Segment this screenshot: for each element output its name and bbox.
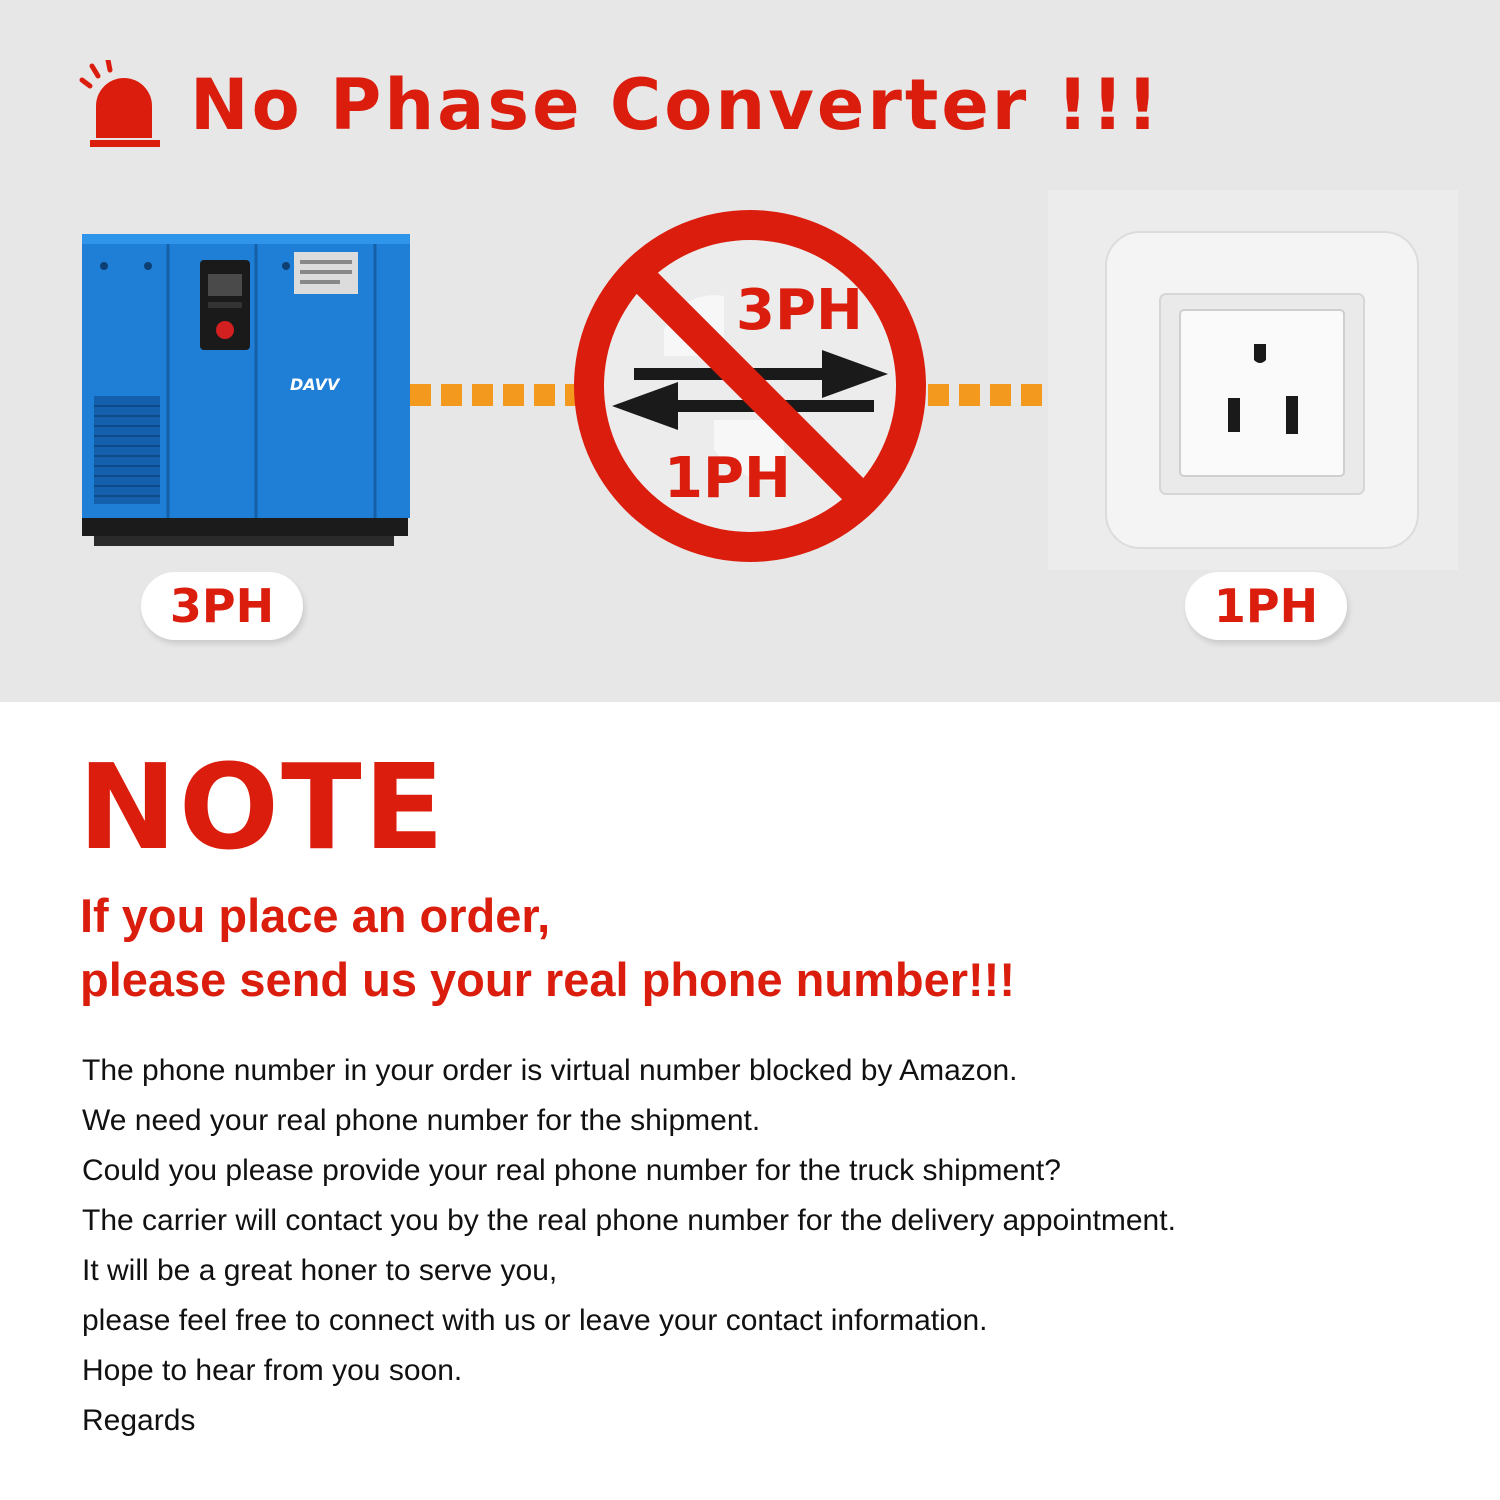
badge-1ph: 1PH <box>1185 572 1347 640</box>
air-compressor-image <box>80 230 412 552</box>
note-body-line: The phone number in your order is virtual number blocked by Amazon. <box>82 1054 1018 1087</box>
note-body-line: please feel free to connect with us or leave your contact information. <box>82 1304 988 1337</box>
note-subtitle-line: If you place an order, <box>80 889 551 942</box>
wall-socket-image <box>1048 190 1458 570</box>
sign-label-1ph: 1PH <box>664 446 791 511</box>
header <box>78 55 1161 155</box>
alarm-light-icon <box>78 60 166 150</box>
note-body-line: We need your real phone number for the shipment. <box>82 1104 761 1137</box>
note-body-line: It will be a great honer to serve you, <box>82 1254 558 1287</box>
note-subtitle <box>80 884 1015 1012</box>
top-panel <box>0 0 1500 702</box>
note-title: NOTE <box>78 738 447 876</box>
note-body-line: Could you please provide your real phone number for the truck shipment? <box>82 1154 1061 1187</box>
note-body <box>82 1046 1176 1446</box>
note-subtitle-line: please send us your real phone number!!! <box>80 953 1015 1006</box>
note-body-line: The carrier will contact you by the real phone number for the delivery appointment. <box>82 1204 1176 1237</box>
brand-label: DAVV <box>290 375 340 394</box>
badge-3ph: 3PH <box>141 572 303 640</box>
header-title: No Phase Converter !!! <box>190 64 1162 146</box>
sign-label-3ph: 3PH <box>736 278 863 343</box>
note-body-line: Hope to hear from you soon. <box>82 1354 463 1387</box>
dash-line-left <box>410 384 586 406</box>
note-body-line: Regards <box>82 1404 196 1437</box>
